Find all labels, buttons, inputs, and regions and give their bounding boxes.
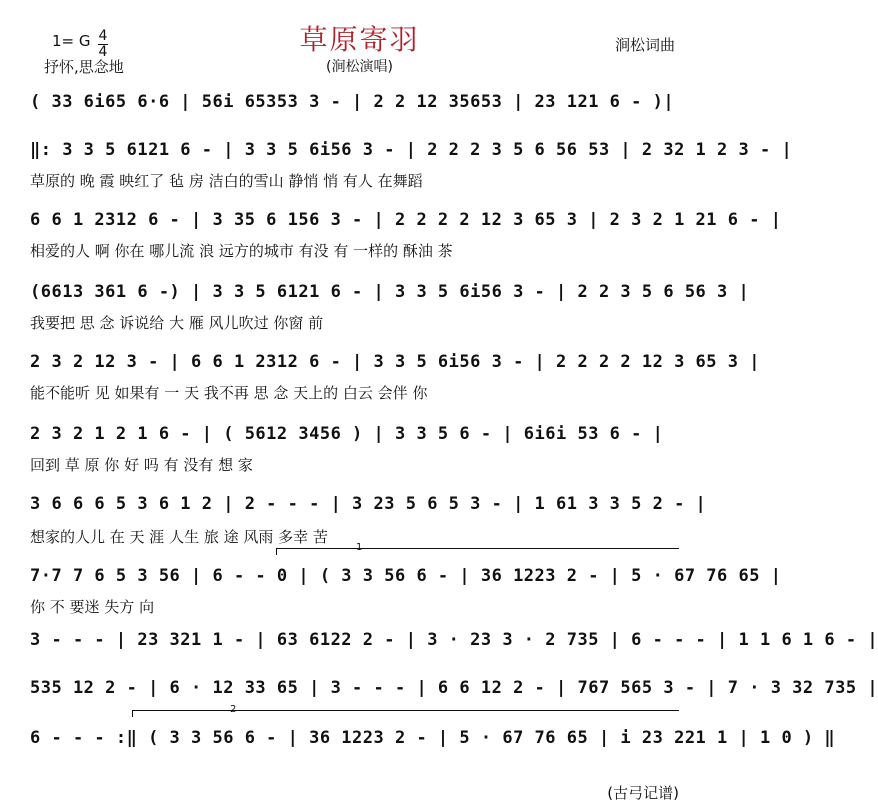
lyrics-row: 你 不 要迷 失方 向 <box>30 598 155 616</box>
lyrics-row: 想家的人儿 在 天 涯 人生 旅 途 风雨 多幸 苦 <box>30 528 328 546</box>
notation-row: (6613 361 6 -) | 3 3 5 6121 6 - | 3 3 5 6i56 3 - | 2 2 3 5 6 56 3 | <box>30 282 750 302</box>
lyrics-row: 草原的 晚 霞 映红了 毡 房 洁白的雪山 静悄 悄 有人 在舞蹈 <box>30 172 423 190</box>
time-signature-bottom: 4 <box>98 44 108 60</box>
notation-row: 6 6 1 2312 6 - | 3 35 6 156 3 - | 2 2 2 2 12 3 65 3 | 2 3 2 1 21 6 - | <box>30 210 782 230</box>
lyrics-row: 回到 草 原 你 好 吗 有 没有 想 家 <box>30 456 253 474</box>
volta-bracket-2 <box>132 710 679 717</box>
song-title: 草原寄羽 <box>299 23 420 56</box>
lyrics-row: 我要把 思 念 诉说给 大 雁 风儿吹过 你窗 前 <box>30 314 324 332</box>
time-signature-top: 4 <box>98 28 108 44</box>
lyrics-row <box>30 116 690 138</box>
notation-row: 6 - - - :‖ ( 3 3 56 6 - | 36 1223 2 - | 5 · 67 76 65 | i 23 221 1 | 1 0 ) ‖ <box>30 728 836 748</box>
notation-row: 3 6 6 6 5 3 6 1 2 | 2 - - - | 3 23 5 6 5 3 - | 1 61 3 3 5 2 - | <box>30 494 707 514</box>
notation-row: ‖: 3 3 5 6121 6 - | 3 3 5 6i56 3 - | 2 2 2 3 5 6 56 53 | 2 32 1 2 3 - | <box>30 140 793 160</box>
notation-row: 7·7 7 6 5 3 56 | 6 - - 0 | ( 3 3 56 6 - | 36 1223 2 - | 5 · 67 76 65 | <box>30 566 782 586</box>
lyrics-row: 能不能听 见 如果有 一 天 我不再 思 念 天上的 白云 会伴 你 <box>30 384 428 402</box>
time-signature <box>98 30 108 59</box>
volta-number-2: 2 <box>230 704 237 715</box>
transcriber-credit: (古弓记谱) <box>607 784 679 802</box>
volta-bracket-1 <box>276 548 679 555</box>
mood-marking: 抒怀,思念地 <box>44 58 124 76</box>
notation-row: 3 - - - | 23 321 1 - | 63 6122 2 - | 3 · 23 3 · 2 735 | 6 - - - | 1 1 6 1 6 - | <box>30 630 878 650</box>
singer-credit: (涧松演唱) <box>326 59 393 75</box>
notation-row: 535 12 2 - | 6 · 12 33 65 | 3 - - - | 6 6 12 2 - | 767 565 3 - | 7 · 3 32 735 | <box>30 678 878 698</box>
composer-credit: 涧松词曲 <box>614 36 675 54</box>
key-signature: 1= G <box>52 32 91 50</box>
notation-row: 2 3 2 12 3 - | 6 6 1 2312 6 - | 3 3 5 6i56 3 - | 2 2 2 2 12 3 65 3 | <box>30 352 760 372</box>
notation-row: 2 3 2 1 2 1 6 - | ( 5612 3456 ) | 3 3 5 6 - | 6i6i 53 6 - | <box>30 424 664 444</box>
notation-row: ( 33 6i65 6·6 | 56i 65353 3 - | 2 2 12 35653 | 23 121 6 - )| <box>30 92 675 112</box>
volta-number-1: 1 <box>356 542 363 553</box>
lyrics-row: 相爱的人 啊 你在 哪儿流 浪 远方的城市 有没 有 一样的 酥油 茶 <box>30 242 453 260</box>
